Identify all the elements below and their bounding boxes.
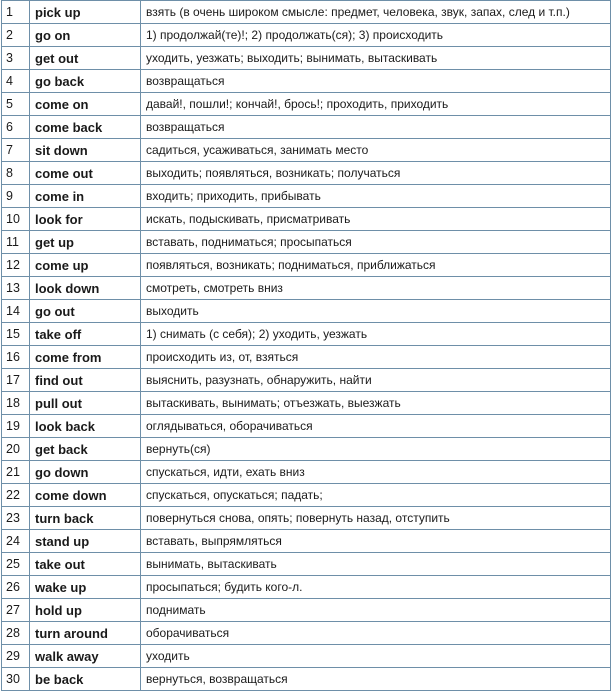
row-number: 8 [2,162,30,185]
row-number: 16 [2,346,30,369]
table-row [2,93,611,116]
phrasal-verb: get up [30,231,141,254]
translation: оборачиваться [141,622,611,645]
translation: вставать, выпрямляться [141,530,611,553]
table-row [2,369,611,392]
row-number: 30 [2,668,30,691]
table-row [2,1,611,24]
phrasal-verb: turn around [30,622,141,645]
phrasal-verb: take out [30,553,141,576]
translation: возвращаться [141,116,611,139]
translation: вставать, подниматься; просыпаться [141,231,611,254]
table-row [2,622,611,645]
row-number: 28 [2,622,30,645]
table-row [2,162,611,185]
table-row [2,668,611,691]
table-row [2,553,611,576]
phrasal-verb: find out [30,369,141,392]
phrasal-verb: get out [30,47,141,70]
phrasal-verb: pick up [30,1,141,24]
phrasal-verb: wake up [30,576,141,599]
translation: выходить; появляться, возникать; получаться [141,162,611,185]
translation: просыпаться; будить кого-л. [141,576,611,599]
table-row [2,24,611,47]
phrasal-verb: take off [30,323,141,346]
table-row [2,507,611,530]
phrasal-verb: go out [30,300,141,323]
phrasal-verb: come on [30,93,141,116]
row-number: 18 [2,392,30,415]
table-row [2,231,611,254]
row-number: 17 [2,369,30,392]
phrasal-verb: come from [30,346,141,369]
table-row [2,461,611,484]
row-number: 1 [2,1,30,24]
table-row [2,70,611,93]
row-number: 10 [2,208,30,231]
table-row [2,47,611,70]
row-number: 11 [2,231,30,254]
row-number: 20 [2,438,30,461]
phrasal-verb: be back [30,668,141,691]
row-number: 29 [2,645,30,668]
row-number: 12 [2,254,30,277]
translation: садиться, усаживаться, занимать место [141,139,611,162]
table-row [2,208,611,231]
phrasal-verb: look back [30,415,141,438]
translation: вытаскивать, вынимать; отъезжать, выезжать [141,392,611,415]
table-row [2,346,611,369]
translation: 1) снимать (с себя); 2) уходить, уезжать [141,323,611,346]
phrasal-verb: come back [30,116,141,139]
phrasal-verb: turn back [30,507,141,530]
table-row [2,576,611,599]
table-row [2,185,611,208]
translation: спускаться, идти, ехать вниз [141,461,611,484]
translation: искать, подыскивать, присматривать [141,208,611,231]
translation: смотреть, смотреть вниз [141,277,611,300]
translation: появляться, возникать; подниматься, приближаться [141,254,611,277]
phrasal-verb: come in [30,185,141,208]
translation: вынимать, вытаскивать [141,553,611,576]
row-number: 5 [2,93,30,116]
table-row [2,484,611,507]
translation: давай!, пошли!; кончай!, брось!; проходить, приходить [141,93,611,116]
phrasal-verb: pull out [30,392,141,415]
row-number: 9 [2,185,30,208]
row-number: 2 [2,24,30,47]
translation: вернуть(ся) [141,438,611,461]
table-row [2,139,611,162]
translation: уходить [141,645,611,668]
phrasal-verb: go back [30,70,141,93]
table-row [2,254,611,277]
table-body [2,1,611,691]
table-row [2,323,611,346]
translation: выходить [141,300,611,323]
table-row [2,599,611,622]
row-number: 7 [2,139,30,162]
table-row [2,392,611,415]
translation: оглядываться, оборачиваться [141,415,611,438]
row-number: 14 [2,300,30,323]
phrasal-verb: come out [30,162,141,185]
translation: возвращаться [141,70,611,93]
phrasal-verb: look for [30,208,141,231]
row-number: 27 [2,599,30,622]
row-number: 26 [2,576,30,599]
table-row [2,645,611,668]
phrasal-verb: come down [30,484,141,507]
table-row [2,530,611,553]
translation: спускаться, опускаться; падать; [141,484,611,507]
phrasal-verbs-table [1,0,611,691]
phrasal-verb: hold up [30,599,141,622]
translation: выяснить, разузнать, обнаружить, найти [141,369,611,392]
phrasal-verb: walk away [30,645,141,668]
table-row [2,300,611,323]
translation: взять (в очень широком смысле: предмет, человека, звук, запах, след и т.п.) [141,1,611,24]
phrasal-verb: get back [30,438,141,461]
phrasal-verb: go down [30,461,141,484]
table-row [2,116,611,139]
row-number: 21 [2,461,30,484]
translation: уходить, уезжать; выходить; вынимать, вытаскивать [141,47,611,70]
row-number: 24 [2,530,30,553]
table-row [2,415,611,438]
row-number: 3 [2,47,30,70]
translation: вернуться, возвращаться [141,668,611,691]
phrasal-verb: sit down [30,139,141,162]
phrasal-verb: come up [30,254,141,277]
row-number: 25 [2,553,30,576]
phrasal-verb: look down [30,277,141,300]
row-number: 13 [2,277,30,300]
row-number: 6 [2,116,30,139]
phrasal-verb: go on [30,24,141,47]
table-row [2,438,611,461]
row-number: 23 [2,507,30,530]
row-number: 22 [2,484,30,507]
row-number: 19 [2,415,30,438]
row-number: 15 [2,323,30,346]
phrasal-verb: stand up [30,530,141,553]
table-row [2,277,611,300]
translation: повернуться снова, опять; повернуть назад, отступить [141,507,611,530]
translation: поднимать [141,599,611,622]
translation: 1) продолжай(те)!; 2) продолжать(ся); 3) происходить [141,24,611,47]
translation: происходить из, от, взяться [141,346,611,369]
translation: входить; приходить, прибывать [141,185,611,208]
row-number: 4 [2,70,30,93]
